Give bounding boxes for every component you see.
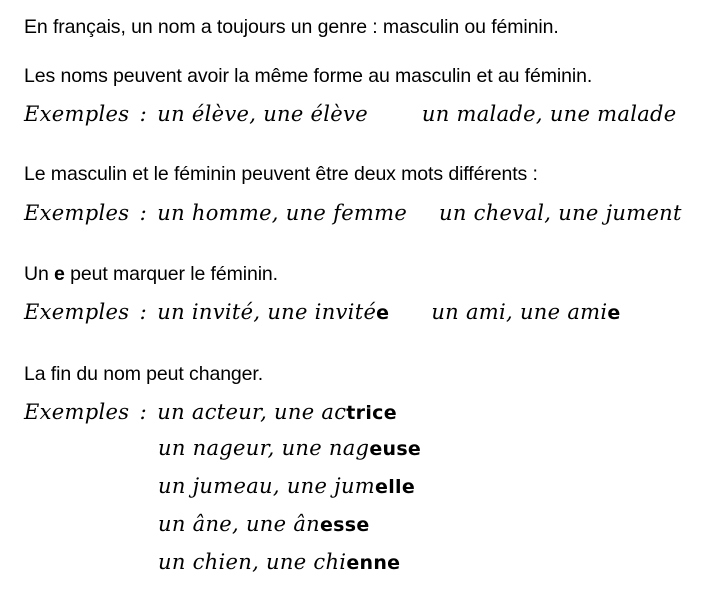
example-masc: un ami, [431, 300, 513, 324]
example-fem: une amie [519, 300, 621, 324]
rule-4-text: La fin du nom peut changer. [24, 363, 264, 385]
examples-colon: : [139, 201, 147, 225]
feminine-ending: enne [346, 552, 401, 574]
examples-colon: : [139, 102, 147, 126]
rule-3-examples [24, 298, 621, 327]
example-fem: une actrice [274, 400, 397, 424]
example-fem: une jument [558, 201, 682, 225]
example-masc: un chien, [158, 550, 260, 574]
example-masc: un homme, [157, 201, 279, 225]
example-fem: une femme [285, 201, 408, 225]
example-masc: un cheval, [439, 201, 552, 225]
feminine-ending: e [607, 302, 621, 324]
examples-label: Exemples [24, 201, 130, 225]
examples-colon: : [139, 300, 147, 324]
rule-1-examples [24, 100, 677, 128]
examples-label: Exemples [24, 102, 130, 126]
feminine-ending: trice [346, 402, 397, 424]
example-fem: une invitée [267, 300, 390, 324]
rule-3-text-bold: e [54, 263, 65, 285]
example-fem: une chienne [266, 550, 401, 574]
example-fem: une élève [263, 102, 368, 126]
rule-4-examples-row-3 [158, 472, 415, 501]
example-masc: un acteur, [157, 400, 268, 424]
example-masc: un invité, [157, 300, 261, 324]
example-fem: une ânesse [245, 512, 370, 536]
intro-text: En français, un nom a toujours un genre : masculin ou féminin. [24, 16, 559, 38]
example-masc: un âne, [158, 512, 239, 536]
rule-4-examples-row-2 [158, 434, 421, 463]
feminine-ending: e [376, 302, 390, 324]
rule-2-text: Le masculin et le féminin peuvent être deux mots différents : [24, 163, 538, 185]
example-masc: un jumeau, [158, 474, 280, 498]
feminine-ending: euse [369, 438, 422, 460]
examples-label: Exemples [24, 400, 130, 424]
examples-colon: : [139, 400, 147, 424]
rule-4-examples-row-4 [158, 510, 370, 539]
rule-3-text [24, 262, 278, 286]
feminine-ending: elle [375, 476, 416, 498]
rule-1-text: Les noms peuvent avoir la même forme au masculin et au féminin. [24, 65, 593, 87]
examples-label: Exemples [24, 300, 130, 324]
example-masc: un malade, [421, 102, 543, 126]
rule-3-text-after: peut marquer le féminin. [64, 263, 278, 285]
rule-2-examples [24, 199, 682, 227]
example-fem: une jumelle [286, 474, 416, 498]
rule-4-examples-row-1 [24, 398, 397, 427]
rule-3-text-before: Un [24, 263, 55, 285]
rule-4-examples-row-5 [158, 548, 400, 577]
example-fem: une malade [549, 102, 677, 126]
example-masc: un élève, [157, 102, 257, 126]
example-masc: un nageur, [158, 436, 275, 460]
example-fem: une nageuse [281, 436, 422, 460]
feminine-ending: esse [319, 514, 370, 536]
